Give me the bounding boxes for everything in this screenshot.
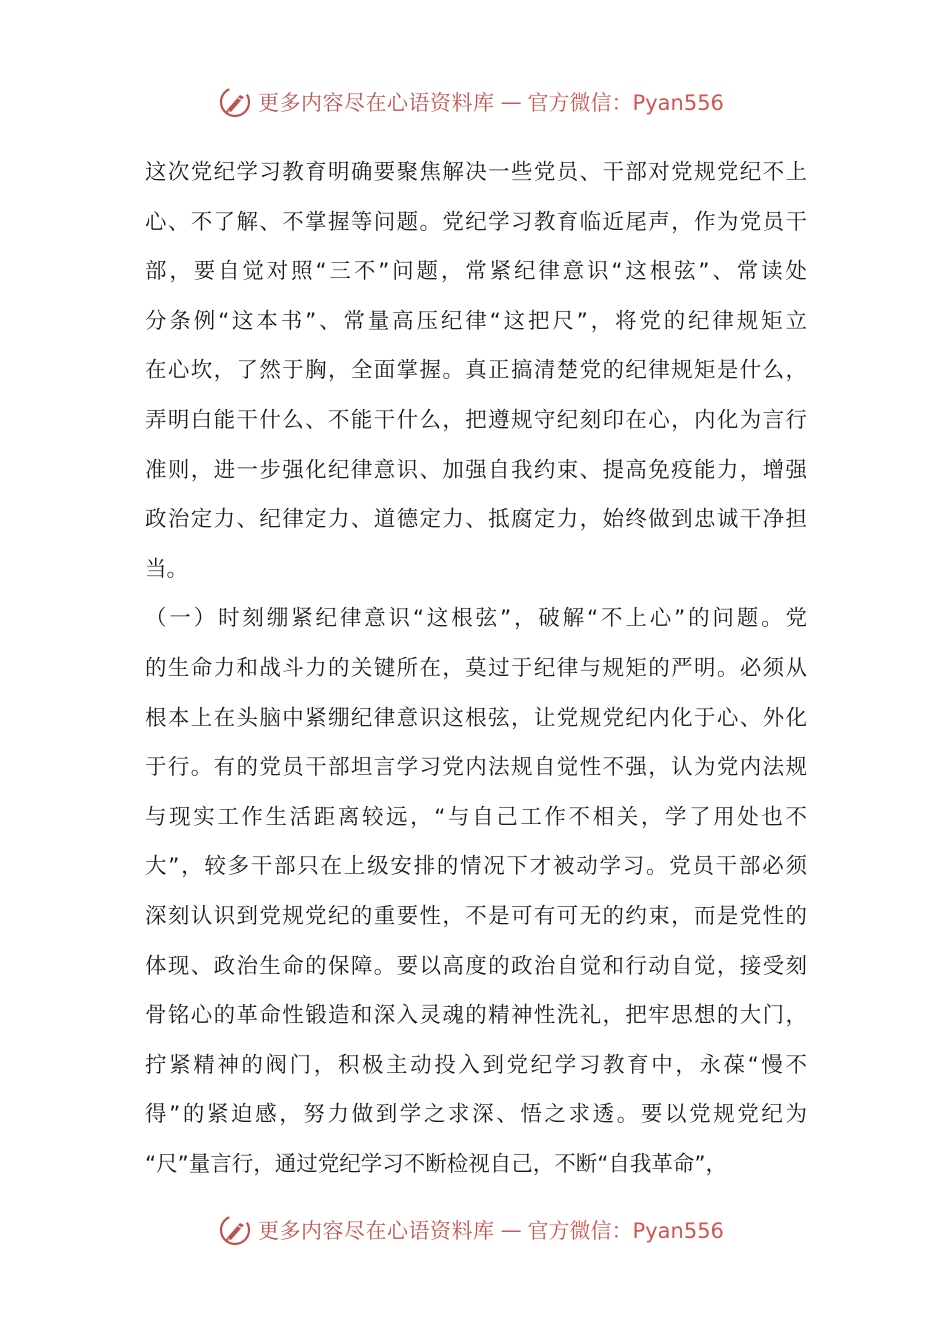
- header-banner-content: [218, 85, 724, 119]
- body-text-line: 部，要自觉对照“三不”问题，常紧纪律意识“这根弦”、常读处: [145, 259, 807, 285]
- body-text-line: 深刻认识到党规党纪的重要性，不是可有可无的约束，而是党性的: [145, 903, 807, 929]
- body-text-line: 心、不了解、不掌握等问题。党纪学习教育临近尾声，作为党员干: [145, 209, 807, 235]
- header-banner-contact: 官方微信：Pyan556: [527, 91, 724, 115]
- pen-logo-icon: [218, 85, 252, 119]
- header-banner: [0, 80, 950, 124]
- pen-logo-icon: [218, 1213, 252, 1247]
- document-body: [145, 148, 807, 1189]
- footer-banner-content: [218, 1213, 724, 1247]
- body-text-line: 分条例“这本书”、常量高压纪律“这把尺”，将党的纪律规矩立: [145, 308, 807, 334]
- header-banner-title: 更多内容尽在心语资料库: [258, 91, 495, 115]
- body-text-line: 大”，较多干部只在上级安排的情况下才被动学习。党员干部必须: [145, 854, 807, 880]
- header-banner-separator: —: [500, 90, 522, 114]
- body-text-line: 于行。有的党员干部坦言学习党内法规自觉性不强，认为党内法规: [145, 755, 807, 781]
- body-text-line: 政治定力、纪律定力、道德定力、抵腐定力，始终做到忠诚干净担: [145, 507, 807, 533]
- body-text-line: 的生命力和战斗力的关键所在，莫过于纪律与规矩的严明。必须从: [145, 655, 807, 681]
- footer-banner-separator: —: [500, 1218, 522, 1242]
- body-text-line: 体现、政治生命的保障。要以高度的政治自觉和行动自觉，接受刻: [145, 953, 807, 979]
- body-text-line: 得”的紧迫感，努力做到学之求深、悟之求透。要以党规党纪为: [145, 1102, 807, 1128]
- body-text-line: 当。: [145, 556, 189, 582]
- body-text-line: 这次党纪学习教育明确要聚焦解决一些党员、干部对党规党纪不上: [145, 160, 807, 185]
- body-text-line: 在心坎，了然于胸，全面掌握。真正搞清楚党的纪律规矩是什么，: [145, 358, 807, 384]
- body-text-line: 根本上在头脑中紧绷纪律意识这根弦，让党规党纪内化于心、外化: [145, 705, 807, 731]
- footer-banner-contact: 官方微信：Pyan556: [527, 1219, 724, 1243]
- body-text-line: 准则，进一步强化纪律意识、加强自我约束、提高免疫能力，增强: [145, 457, 807, 483]
- footer-banner: [0, 1208, 950, 1252]
- body-text-line: 拧紧精神的阀门，积极主动投入到党纪学习教育中，永葆“慢不: [145, 1052, 807, 1078]
- body-text-line: 骨铭心的革命性锻造和深入灵魂的精神性洗礼，把牢思想的大门，: [145, 1003, 807, 1029]
- body-text-line: （一）时刻绷紧纪律意识“这根弦”，破解“不上心”的问题。党: [145, 606, 807, 632]
- body-text-line: 弄明白能干什么、不能干什么，把遵规守纪刻印在心，内化为言行: [145, 407, 807, 433]
- body-text-line: 与现实工作生活距离较远，“与自己工作不相关，学了用处也不: [145, 804, 807, 830]
- body-text-line: “尺”量言行，通过党纪学习不断检视自己，不断“自我革命”，: [145, 1151, 728, 1177]
- footer-banner-title: 更多内容尽在心语资料库: [258, 1219, 495, 1243]
